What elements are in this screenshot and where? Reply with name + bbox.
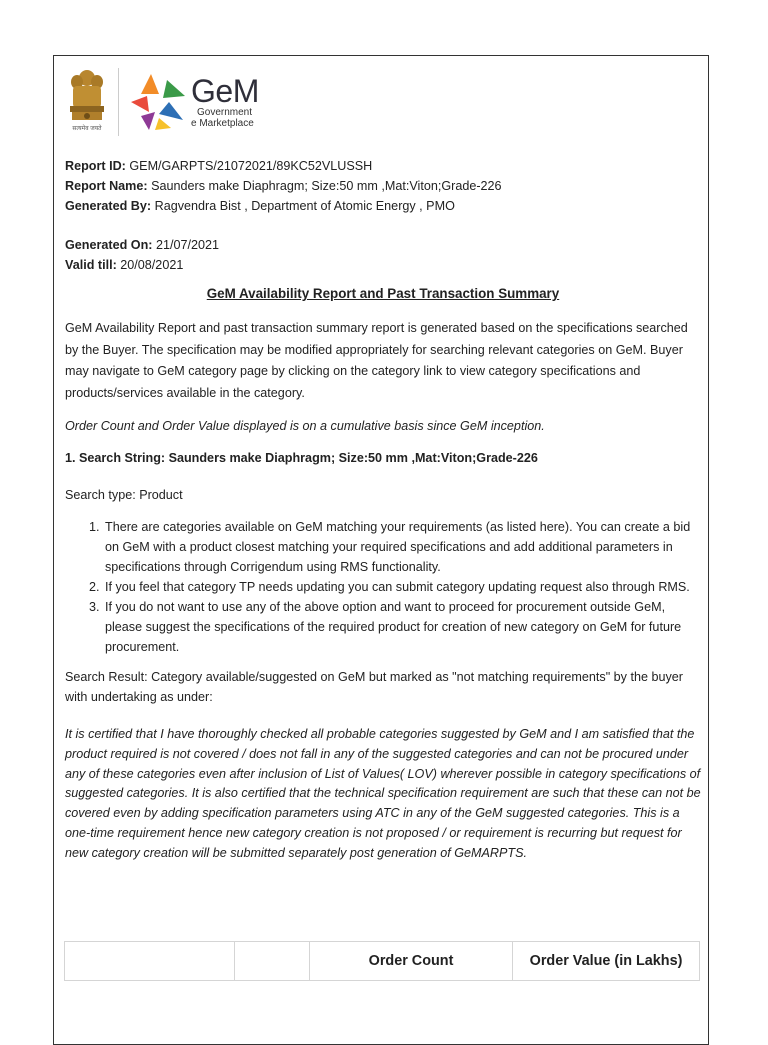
logo-divider	[118, 68, 119, 136]
gem-subtitle-line1: Government	[197, 107, 253, 118]
generated-by-label: Generated By:	[65, 199, 152, 213]
emblem-caption: सत्यमेव जयते	[72, 126, 102, 132]
report-title: GeM Availability Report and Past Transaction Summary	[206, 286, 560, 301]
list-item: 2. If you feel that category TP needs updating you can submit category updating request also through RMS.	[103, 577, 701, 597]
valid-till-value: 20/08/2021	[120, 258, 184, 272]
gem-wordmark: GeM	[191, 73, 259, 109]
report-content	[65, 156, 701, 864]
report-id-value: GEM/GARPTS/21072021/89KC52VLUSSH	[129, 159, 373, 173]
gem-logo	[129, 72, 259, 132]
report-name-label: Report Name:	[65, 179, 148, 193]
cumulative-note: Order Count and Order Value displayed is on a cumulative basis since GeM inception.	[65, 419, 545, 433]
generated-by-line	[65, 196, 701, 216]
gem-star-icon	[129, 72, 187, 132]
order-count-header: Order Count	[310, 942, 513, 981]
report-id-line	[65, 156, 701, 176]
search-string-heading: 1. Search String: Saunders make Diaphragm; Size:50 mm ,Mat:Viton;Grade-226	[65, 451, 538, 465]
generated-on-value: 21/07/2021	[155, 238, 220, 252]
search-type: Search type: Product	[65, 488, 183, 502]
table-header-row	[65, 942, 700, 981]
report-name-value: Saunders make Diaphragm; Size:50 mm ,Mat:Viton;Grade-226	[151, 179, 502, 193]
generated-on-line	[65, 235, 701, 255]
national-emblem-logo	[64, 66, 110, 138]
valid-till-line	[65, 255, 701, 275]
order-value-header: Order Value (in Lakhs)	[513, 942, 700, 981]
options-list	[65, 517, 701, 657]
report-name-line	[65, 176, 701, 196]
gem-subtitle-line2: e Marketplace	[191, 118, 254, 129]
table-header-cell	[235, 942, 310, 981]
transaction-table	[64, 941, 700, 981]
valid-till-label: Valid till:	[65, 258, 117, 272]
table-header-cell	[65, 942, 235, 981]
generated-by-value: Ragvendra Bist , Department of Atomic Energy , PMO	[154, 199, 455, 213]
report-id-label: Report ID:	[65, 159, 126, 173]
certification-statement: It is certified that I have thoroughly checked all probable categories suggested by GeM and I am satisfied that the product required is not covered / does not fall in any of the suggested categories and can not be procured under any of these categories even after inclusion of List of Values( LOV) wherever possible in category specifications of suggested categories. It is also certified that the technical specification requirement are such that these can not be covered even by adding specification parameters using ATC in any of the GeM suggested categories. This is a one-time requirement hence new category creation is not proposed / or requirement is recurring but request for new category creation will be submitted separately post generation of GeMARPTS.	[65, 727, 701, 860]
report-page	[53, 55, 709, 1045]
list-item: 1. There are categories available on GeM matching your requirements (as listed here). You can create a bid on GeM with a product closest matching your required specifications and add additional parameters in specifications through Corrigendum using RMS functionality.	[103, 517, 701, 577]
search-result: Search Result: Category available/suggested on GeM but marked as "not matching requirements" by the buyer with undertaking as under:	[65, 670, 683, 704]
list-item: 3. If you do not want to use any of the above option and want to proceed for procurement outside GeM, please suggest the specifications of the required product for creation of new category on GeM for future procurement.	[103, 597, 701, 657]
intro-paragraph: GeM Availability Report and past transaction summary report is generated based on the specifications searched by the Buyer. The specification may be modified appropriately for searching relevant categories on GeM. Buyer may navigate to GeM category page by clicking on the category link to view category specifications and products/services available in the category.	[65, 321, 688, 400]
generated-on-label: Generated On:	[65, 238, 153, 252]
header-logos	[64, 66, 259, 138]
